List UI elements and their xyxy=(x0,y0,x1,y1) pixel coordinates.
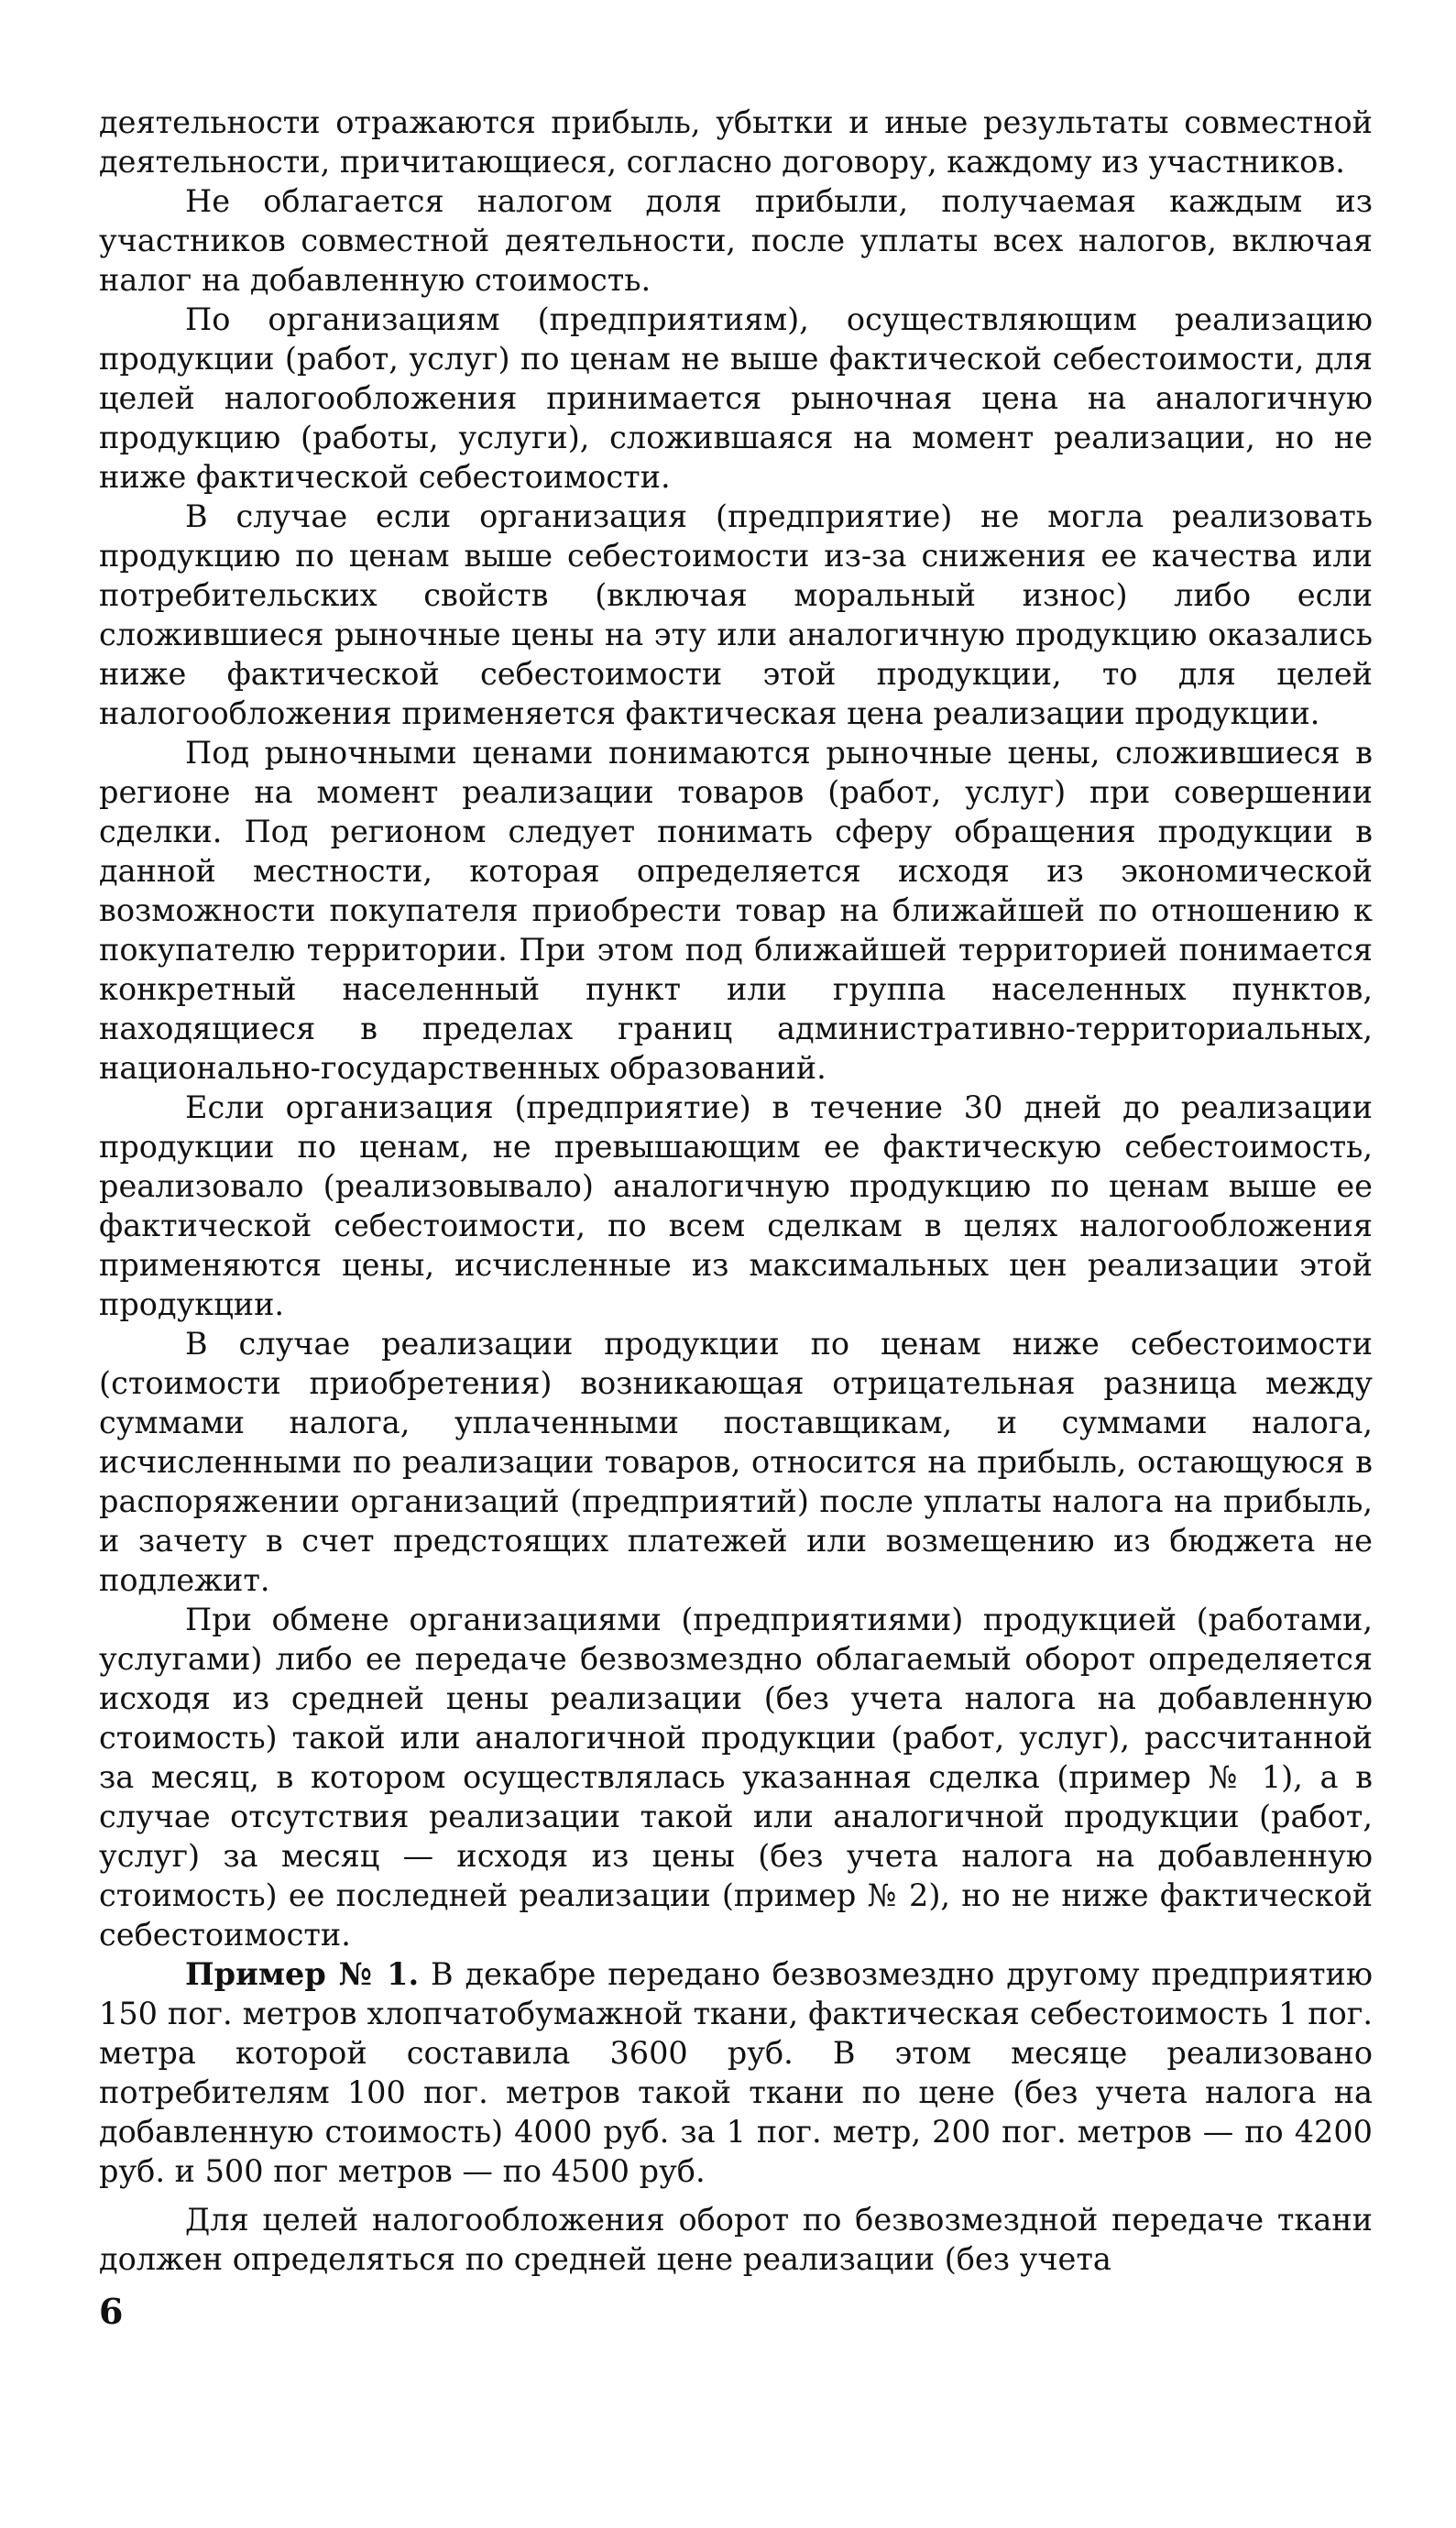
paragraph-taxation-conclusion: Для целей налогообложения оборот по безвозмездной передаче ткани должен определяться по средней цене реализации (без учета xyxy=(99,2202,1373,2277)
example-text: В декабре передано безвозмездно другому предприятию 150 пог. метров хлопчатобумажной ткани, фактическая себестоимость 1 пог. метра которой составила 3600 руб. В этом месяце реализовано потребителям 100 пог. метров такой ткани по цене (без учета налога на добавленную стоимость) 4000 руб. за 1 пог. метр, 200 пог. метров — по 4200 руб. и 500 пог метров — по 4500 руб. xyxy=(99,1956,1373,2189)
paragraph-market-price: По организациям (предприятиям), осуществляющим реализацию продукции (работ, услуг) по ценам не выше фактической себестоимости, для целей налогообложения принимается рыночная цена на аналогичную продукцию (работы, услуги), сложившаяся на момент реализации, но не ниже фактической себестоимости. xyxy=(99,301,1373,495)
paragraph-negative-difference: В случае реализации продукции по ценам ниже себестоимости (стоимости приобретения) возникающая отрицательная разница между суммами налога, уплаченными поставщикам, и суммами налога, исчисленными по реализации товаров, относится на прибыль, остающуюся в распоряжении организаций (предприятий) после уплаты налога на прибыль, и зачету в счет предстоящих платежей или возмещению из бюджета не подлежит. xyxy=(99,1326,1373,1598)
paragraph-market-definition: Под рыночными ценами понимаются рыночные цены, сложившиеся в регионе на момент реализации товаров (работ, услуг) при совершении сделки. Под регионом следует понимать сферу обращения продукции в данной местности, которая определяется исходя из экономической возможности покупателя приобрести товар на ближайшей по отношению к покупателю территории. При этом под ближайшей территорией понимается конкретный населенный пункт или группа населенных пунктов, находящиеся в пределах границ административно-территориальных, национально-государственных образований. xyxy=(99,735,1373,1086)
paragraph-exchange-rule: При обмене организациями (предприятиями) продукцией (работами, услугами) либо ее передаче безвозмездно облагаемый оборот определяется исходя из средней цены реализации (без учета налога на добавленную стоимость) такой или аналогичной продукции (работ, услуг), рассчитанной за месяц, в котором осуществлялась указанная сделка (пример № 1), а в случае отсутствия реализации такой или аналогичной продукции (работ, услуг) за месяц — исходя из цены (без учета налога на добавленную стоимость) ее последней реализации (пример № 2), но не ниже фактической себестоимости. xyxy=(99,1602,1373,1953)
page-number: 6 xyxy=(99,2291,124,2332)
paragraph-30-days-rule: Если организация (предприятие) в течение 30 дней до реализации продукции по ценам, не превышающим ее фактическую себестоимость, реализовало (реализовывало) аналогичную продукцию по ценам выше ее фактической себестоимости, по всем сделкам в целях налогообложения применяются цены, исчисленные из максимальных цен реализации этой продукции. xyxy=(99,1089,1373,1322)
paragraph-continuation: деятельности отражаются прибыль, убытки и иные результаты совместной деятельности, причитающиеся, согласно договору, каждому из участников. xyxy=(99,104,1373,180)
paragraph-example-1 xyxy=(99,1954,1373,2191)
paragraph-actual-price: В случае если организация (предприятие) не могла реализовать продукцию по ценам выше себестоимости из-за снижения ее качества или потребительских свойств (включая моральный износ) либо если сложившиеся рыночные цены на эту или аналогичную продукцию оказались ниже фактической себестоимости этой продукции, то для целей налогообложения применяется фактическая цена реализации продукции. xyxy=(99,498,1373,731)
paragraph-profit-share: Не облагается налогом доля прибыли, получаемая каждым из участников совместной деятельности, после уплаты всех налогов, включая налог на добавленную стоимость. xyxy=(99,183,1373,298)
example-label: Пример № 1. xyxy=(185,1956,420,1992)
page-body-text xyxy=(99,103,1373,2279)
